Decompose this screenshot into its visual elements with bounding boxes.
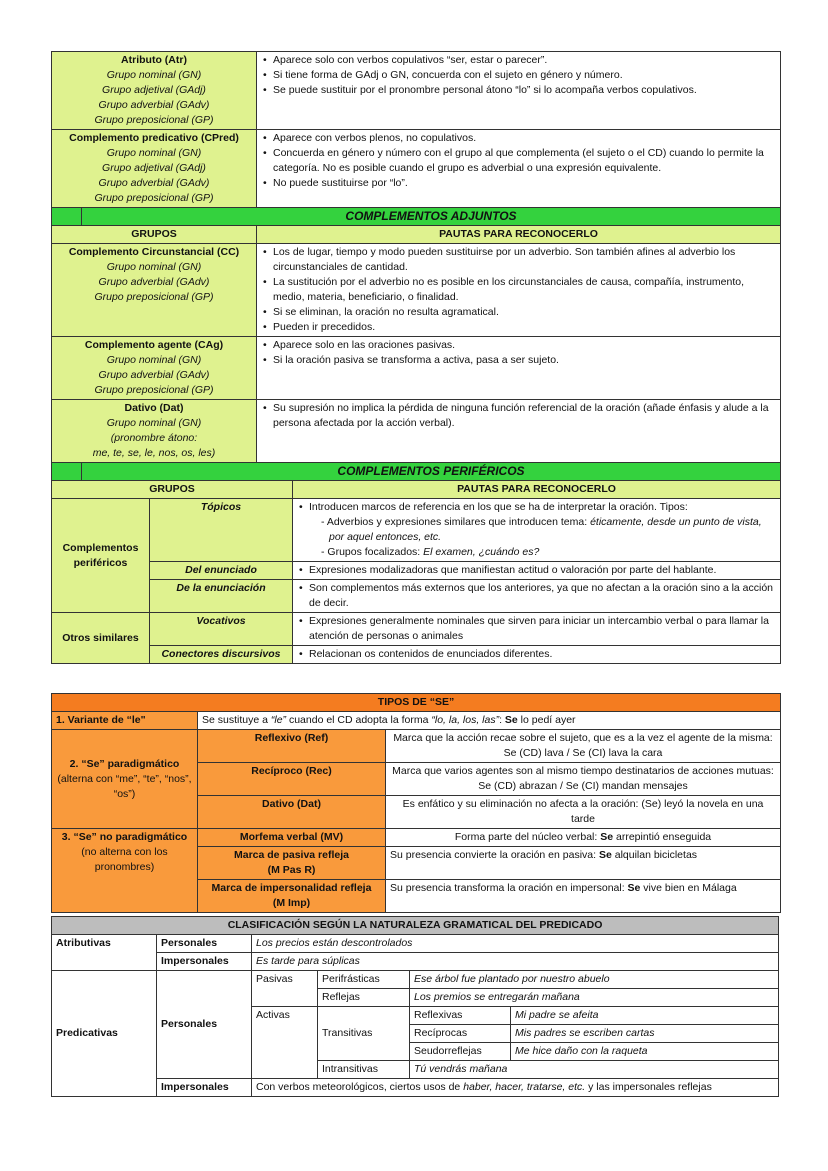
enunciado-label: Del enunciado <box>150 562 293 580</box>
sub-text: - Adverbios y expresiones similares que introducen tema: <box>321 516 591 528</box>
text: lo pedí ayer <box>517 714 576 726</box>
cag-title: Complemento agente (CAg) <box>84 339 224 351</box>
group-item: Grupo preposicional (GP) <box>94 114 214 126</box>
paradigmatico-label: 2. “Se” paradigmático <box>69 757 180 770</box>
group-item: Grupo nominal (GN) <box>106 354 202 366</box>
topicos-rules <box>293 499 781 562</box>
se-type-name: Morfema verbal (MV) <box>198 829 386 847</box>
col-groups-header: GRUPOS <box>52 226 257 244</box>
example-text: Los precios están descontrolados <box>252 935 779 953</box>
group-item: Grupo preposicional (GP) <box>94 384 214 396</box>
atributo-cell <box>52 52 257 130</box>
example-text: Tú vendrás mañana <box>410 1061 779 1079</box>
text: : <box>499 714 505 726</box>
paradigmatico-note: (alterna con “me”, “te”, “nos”, “os”) <box>57 772 192 800</box>
rule-item: • Si se eliminan, la oración no resulta agramatical. <box>261 305 776 320</box>
col-rules-header: PAUTAS PARA RECONOCERLO <box>257 226 781 244</box>
group-item: Grupo nominal (GN) <box>106 417 202 429</box>
group-item: Grupo adverbial (GAdv) <box>98 369 210 381</box>
text: Su presencia convierte la oración en pasiva: <box>390 849 599 861</box>
rule-item: • Los de lugar, tiempo y modo pueden sustituirse por un adverbio. Son también afines al adverbio los circunstanciales de cantidad. <box>261 245 776 275</box>
example-text: Ese árbol fue plantado por nuestro abuelo <box>410 971 779 989</box>
group-item: Grupo adverbial (GAdv) <box>98 177 210 189</box>
sub-example: El examen, ¿cuándo es? <box>423 546 540 558</box>
group-item: Grupo adjetival (GAdj) <box>102 84 206 96</box>
se-type-name <box>198 847 386 880</box>
example-text: Los premios se entregarán mañana <box>410 989 779 1007</box>
atributo-title: Atributo (Atr) <box>121 54 187 66</box>
text: Se <box>504 714 518 726</box>
cpred-rules <box>257 130 781 208</box>
text: Marca de impersonalidad refleja <box>211 882 372 894</box>
variante-label: 1. Variante de “le" <box>52 712 198 730</box>
cag-rules <box>257 337 781 400</box>
text: Con verbos meteorológicos, ciertos usos de <box>256 1081 464 1093</box>
personales-label: Personales <box>157 935 252 953</box>
example-text: Mi padre se afeita <box>511 1007 779 1025</box>
perifericos-label: Complementos periféricos <box>52 499 150 613</box>
variante-desc <box>198 712 781 730</box>
dativo-rules <box>257 400 781 463</box>
text: Se <box>600 831 614 843</box>
rule-item: • Concuerda en género y número con el grupo al que complementa (el sujeto o el CD) cuando lo permite la categoría. No es posible cuando el grupo es adverbial o una expresión equivalente. <box>261 146 776 176</box>
group-item: Grupo preposicional (GP) <box>94 192 214 204</box>
reflexivas-label: Reflexivas <box>410 1007 511 1025</box>
conectores-label: Conectores discursivos <box>150 646 293 664</box>
cpred-title: Complemento predicativo (CPred) <box>69 132 239 144</box>
impersonales-label: Impersonales <box>157 953 252 971</box>
sub-text: - Grupos focalizados: <box>321 546 424 558</box>
group-item: Grupo adverbial (GAdv) <box>98 276 210 288</box>
text: “le” <box>270 714 287 726</box>
se-example: (Se) leyó la novela en una tarde <box>571 798 764 825</box>
sub-example: éticamente, desde un punto de vista, por aquel entonces, etc. <box>329 516 762 543</box>
rule-item: • La sustitución por el adverbio no es posible en los circunstanciales de causa, compañía, instrumento, medio, materia, beneficiario, o finalidad. <box>261 275 776 305</box>
text: “lo, la, los, las” <box>431 714 500 726</box>
no-paradigmatico-label: 3. “Se” no paradigmático <box>61 831 188 843</box>
text: Marca que la acción recae sobre el sujeto, que es a la vez el agente de la misma: <box>393 732 773 744</box>
se-type-desc <box>386 796 781 829</box>
se-type-name: Recíproco (Rec) <box>198 763 386 796</box>
atributo-rules <box>257 52 781 130</box>
paradigmatico-cell <box>52 730 198 829</box>
enunciado-rules <box>293 562 781 580</box>
transitivas-label: Transitivas <box>318 1007 410 1061</box>
perifrasticas-label: Perifrásticas <box>318 971 410 989</box>
rule-item: • Se puede sustituir por el pronombre personal átono “lo” si lo acompaña verbos copulativos. <box>261 83 776 98</box>
se-type-desc <box>386 880 781 913</box>
col-groups-header: GRUPOS <box>52 481 293 499</box>
green-spacer <box>52 208 82 226</box>
impersonales-label: Impersonales <box>157 1079 252 1097</box>
green-spacer <box>52 463 82 481</box>
text: (M Pas R) <box>267 864 316 876</box>
se-type-desc <box>386 730 781 763</box>
text: haber, hacer, tratarse, etc. <box>463 1081 586 1093</box>
cpred-cell <box>52 130 257 208</box>
atributivas-label: Atributivas <box>52 935 157 971</box>
group-item: Grupo nominal (GN) <box>106 261 202 273</box>
group-item: (pronombre átono: <box>110 432 198 444</box>
example-text: Me hice daño con la raqueta <box>511 1043 779 1061</box>
tipos-se-table <box>51 693 781 913</box>
dativo-cell <box>52 400 257 463</box>
vocativos-rules <box>293 613 781 646</box>
col-rules-header: PAUTAS PARA RECONOCERLO <box>293 481 781 499</box>
cc-title: Complemento Circunstancial (CC) <box>68 246 240 258</box>
se-example: Se (CD) abrazan / Se (CI) mandan mensajes <box>478 780 688 792</box>
text: Su presencia transforma la oración en impersonal: <box>390 882 628 894</box>
rule-item: • Aparece solo con verbos copulativos “ser, estar o parecer”. <box>261 53 776 68</box>
conectores-rules <box>293 646 781 664</box>
group-item: me, te, se, le, nos, os, les) <box>92 447 216 459</box>
se-example: arrepintió enseguida <box>613 831 712 843</box>
reciprocas-label: Recíprocas <box>410 1025 511 1043</box>
se-type-desc <box>386 847 781 880</box>
example-text: Es tarde para súplicas <box>252 953 779 971</box>
se-example: alquilan bicicletas <box>611 849 698 861</box>
group-item: Grupo adverbial (GAdv) <box>98 99 210 111</box>
se-type-desc <box>386 829 781 847</box>
pasivas-label: Pasivas <box>252 971 318 1007</box>
text: Marca que varios agentes son al mismo tiempo destinatarios de acciones mutuas: <box>392 765 774 777</box>
se-example: Se (CD) lava / Se (CI) lava la cara <box>503 747 663 759</box>
group-item: Grupo nominal (GN) <box>106 147 202 159</box>
tipos-se-title: TIPOS DE “SE” <box>52 694 781 712</box>
rule-item: • Pueden ir precedidos. <box>261 320 776 335</box>
rule-item: • No puede sustituirse por “lo”. <box>261 176 776 191</box>
text: y las impersonales reflejas <box>585 1081 712 1093</box>
rule-item: • Si tiene forma de GAdj o GN, concuerda con el sujeto en género y número. <box>261 68 776 83</box>
text: Se sustituye a <box>202 714 271 726</box>
se-example: vive bien en Málaga <box>640 882 737 894</box>
se-type-desc <box>386 763 781 796</box>
text: Se <box>627 882 641 894</box>
seudorreflejas-label: Seudorreflejas <box>410 1043 511 1061</box>
dativo-title: Dativo (Dat) <box>124 402 184 414</box>
perifericos-header: COMPLEMENTOS PERIFÉRICOS <box>82 463 781 481</box>
se-type-name: Dativo (Dat) <box>198 796 386 829</box>
rule-item: • Su supresión no implica la pérdida de ninguna función referencial de la oración (añade énfasis y alude a la persona afectada por la acción verbal). <box>261 401 776 431</box>
personales-label: Personales <box>157 971 252 1079</box>
reflejas-label: Reflejas <box>318 989 410 1007</box>
text: Es enfático y su eliminación no afecta a la oración: <box>402 798 642 810</box>
cc-cell <box>52 244 257 337</box>
otros-label: Otros similares <box>52 613 150 664</box>
cag-cell <box>52 337 257 400</box>
vocativos-label: Vocativos <box>150 613 293 646</box>
no-paradigmatico-note: (no alterna con los pronombres) <box>81 846 168 873</box>
example-text: Mis padres se escriben cartas <box>511 1025 779 1043</box>
adjuntos-header: COMPLEMENTOS ADJUNTOS <box>82 208 781 226</box>
text: Se <box>598 849 612 861</box>
activas-label: Activas <box>252 1007 318 1079</box>
text: Forma parte del núcleo verbal: <box>454 831 601 843</box>
group-item: Grupo preposicional (GP) <box>94 291 214 303</box>
complements-table <box>51 51 781 664</box>
group-item: Grupo nominal (GN) <box>106 69 202 81</box>
intransitivas-label: Intransitivas <box>318 1061 410 1079</box>
enunciacion-label: De la enunciación <box>150 580 293 613</box>
impersonales-desc <box>252 1079 779 1097</box>
rule-item: • Son complementos más externos que los anteriores, ya que no afectan a la oración sino a la acción de decir. <box>297 581 776 611</box>
text: (M Imp) <box>272 897 311 909</box>
predicado-table <box>51 916 779 1097</box>
se-type-name: Reflexivo (Ref) <box>198 730 386 763</box>
se-type-name <box>198 880 386 913</box>
no-paradigmatico-cell <box>52 829 198 913</box>
predicativas-label: Predicativas <box>52 971 157 1097</box>
cc-rules <box>257 244 781 337</box>
topicos-sub-item <box>297 515 776 545</box>
rule-item: • Aparece con verbos plenos, no copulativos. <box>261 131 776 146</box>
rule-item: • Aparece solo en las oraciones pasivas. <box>261 338 776 353</box>
text: Marca de pasiva refleja <box>234 849 349 861</box>
group-item: Grupo adjetival (GAdj) <box>102 162 206 174</box>
topicos-sub-item <box>297 545 776 560</box>
rule-item: • Introducen marcos de referencia en los que se ha de interpretar la oración. Tipos: <box>297 500 776 515</box>
rule-item: • Expresiones modalizadoras que manifiestan actitud o valoración por parte del hablante. <box>297 563 776 578</box>
predicado-title: CLASIFICACIÓN SEGÚN LA NATURALEZA GRAMATICAL DEL PREDICADO <box>52 917 779 935</box>
topicos-label: Tópicos <box>150 499 293 562</box>
rule-item: • Expresiones generalmente nominales que sirven para iniciar un intercambio verbal o para llamar la atención de personas o animales <box>297 614 776 644</box>
rule-item: • Si la oración pasiva se transforma a activa, pasa a ser sujeto. <box>261 353 776 368</box>
rule-item: • Relacionan os contenidos de enunciados diferentes. <box>297 647 776 662</box>
text: cuando el CD adopta la forma <box>286 714 432 726</box>
enunciacion-rules <box>293 580 781 613</box>
